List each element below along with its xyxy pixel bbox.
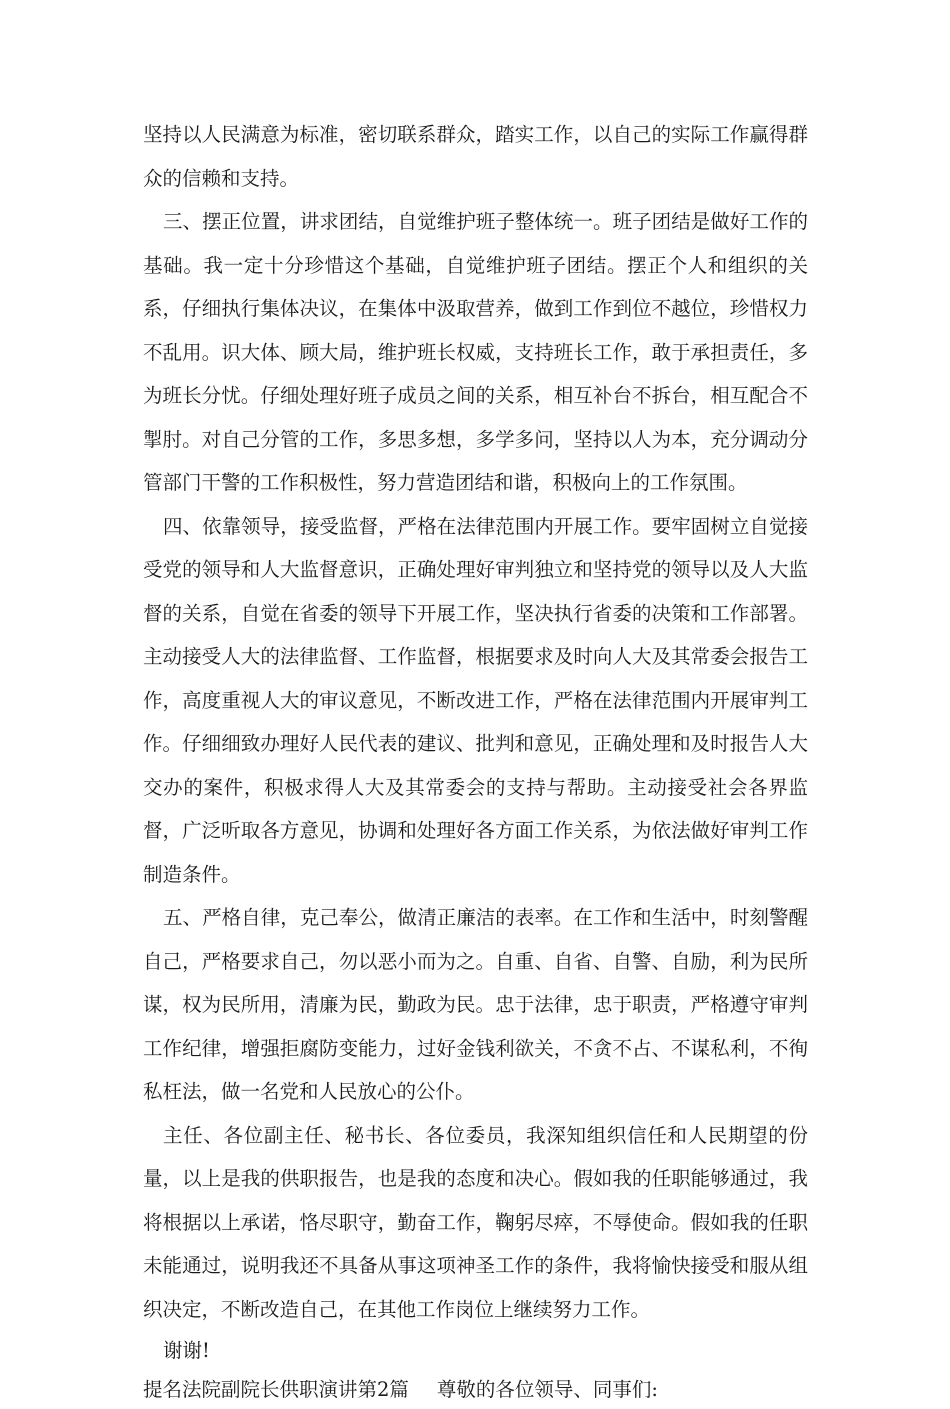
next-speech-heading	[143, 1371, 808, 1409]
document-page	[143, 113, 808, 1409]
paragraph-closing: 主任、各位副主任、秘书长、各位委员，我深知组织信任和人民期望的份量，以上是我的供职报告，也是我的态度和决心。假如我的任职能够通过，我将根据以上承诺，恪尽职守，勤奋工作，鞠躬尽瘁，不辱使命。假如我的任职未能通过，说明我还不具备从事这项神圣工作的条件，我将愉快接受和服从组织决定，不断改造自己，在其他工作岗位上继续努力工作。	[143, 1123, 808, 1321]
paragraph-point-four: 四、依靠领导，接受监督，严格在法律范围内开展工作。要牢固树立自觉接受党的领导和人大监督意识，正确处理好审判独立和坚持党的领导以及人大监督的关系，自觉在省委的领导下开展工作，坚决执行省委的决策和工作部署。主动接受人大的法律监督、工作监督，根据要求及时向人大及其常委会报告工作，高度重视人大的审议意见，不断改进工作，严格在法律范围内开展审判工作。仔细细致办理好人民代表的建议、批判和意见，正确处理和及时报告人大交办的案件，积极求得人大及其常委会的支持与帮助。主动接受社会各界监督，广泛听取各方意见，协调和处理好各方面工作关系，为依法做好审判工作制造条件。	[143, 514, 808, 886]
next-speech-title: 提名法院副院长供职演讲第2篇	[143, 1378, 409, 1401]
paragraph-point-three: 三、摆正位置，讲求团结，自觉维护班子整体统一。班子团结是做好工作的基础。我一定十分珍惜这个基础，自觉维护班子团结。摆正个人和组织的关系，仔细执行集体决议，在集体中汲取营养，做到工作到位不越位，珍惜权力不乱用。识大体、顾大局，维护班长权威，支持班长工作，敢于承担责任，多为班长分忧。仔细处理好班子成员之间的关系，相互补台不拆台，相互配合不掣肘。对自己分管的工作，多思多想，多学多问，坚持以人为本，充分调动分管部门干警的工作积极性，努力营造团结和谐，积极向上的工作氛围。	[143, 210, 808, 494]
paragraph-continuation: 坚持以人民满意为标准，密切联系群众，踏实工作，以自己的实际工作赢得群众的信赖和支持。	[143, 123, 808, 190]
thanks-line: 谢谢!	[163, 1339, 210, 1362]
next-speech-salutation: 尊敬的各位领导、同事们:	[436, 1378, 658, 1401]
paragraph-point-five: 五、严格自律，克己奉公，做清正廉洁的表率。在工作和生活中，时刻警醒自己，严格要求自己，勿以恶小而为之。自重、自省、自警、自励，利为民所谋，权为民所用，清廉为民，勤政为民。忠于法律，忠于职责，严格遵守审判工作纪律，增强拒腐防变能力，过好金钱利欲关，不贪不占、不谋私利，不徇私枉法，做一名党和人民放心的公仆。	[143, 906, 808, 1103]
